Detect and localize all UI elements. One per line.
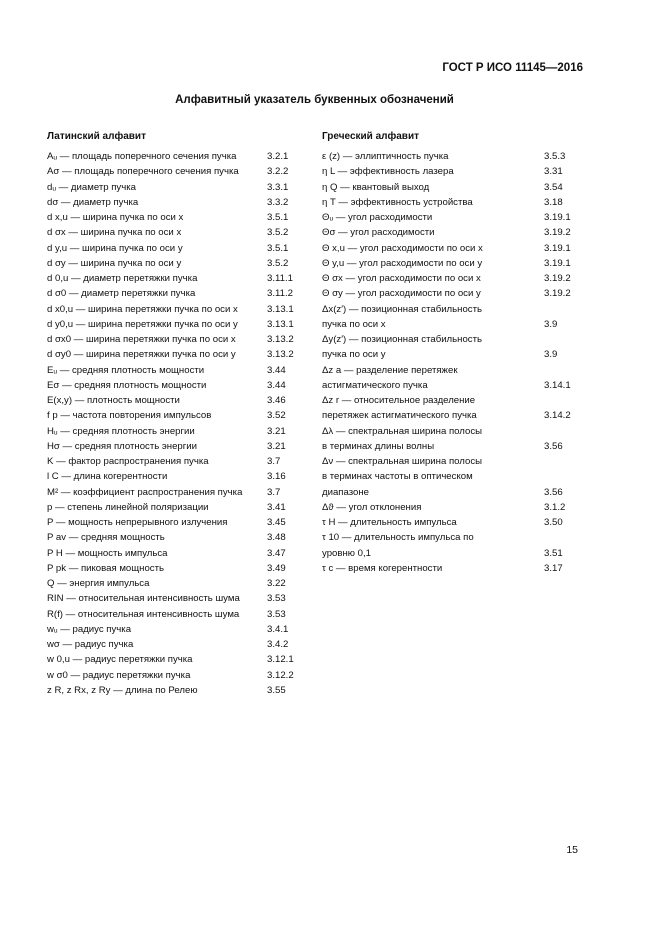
entry-text: RIN — относительная интенсивность шума (47, 593, 240, 605)
entry-reference: 3.52 (267, 410, 286, 422)
index-entry (322, 317, 582, 332)
index-entry (47, 576, 307, 591)
entry-reference: 3.2.1 (267, 151, 289, 162)
index-entry (322, 241, 582, 256)
entry-text: Δz a — разделение перетяжек (322, 364, 458, 376)
entry-reference: 3.19.1 (544, 257, 571, 269)
entry-text: Eσ — средняя плотность мощности (47, 379, 207, 391)
entry-text: в терминах частоты в оптическом (322, 471, 473, 483)
index-entry (47, 561, 307, 576)
entry-text: Q — энергия импульса (47, 578, 150, 589)
index-entry (322, 500, 582, 515)
index-entry (322, 271, 582, 286)
entry-text: Δx(z′) — позиционная стабильность (322, 303, 482, 315)
entry-text: p — степень линейной поляризации (47, 501, 209, 513)
index-entry (47, 500, 307, 515)
index-entry (47, 622, 307, 637)
index-entry (322, 424, 582, 439)
entry-text: Hσ — средняя плотность энергии (47, 440, 197, 452)
entry-reference: 3.19.1 (544, 212, 571, 223)
index-entry (322, 256, 582, 271)
latin-index (47, 131, 307, 698)
entry-text: τ 10 — длительность импульса по (322, 532, 474, 544)
entry-text: P H — мощность импульса (47, 547, 168, 559)
entry-text: wᵤ — радиус пучка (47, 623, 132, 635)
index-entry (47, 302, 307, 317)
index-entry (47, 591, 307, 606)
entry-reference: 3.9 (544, 318, 558, 330)
entry-reference: 3.13.1 (267, 303, 294, 315)
entry-reference: 3.14.2 (544, 410, 571, 422)
entry-reference: 3.19.2 (544, 288, 571, 300)
entry-text: η L — эффективность лазера (322, 166, 454, 178)
latin-heading: Латинский алфавит (47, 131, 146, 142)
entry-text: w 0,u — радиус перетяжки пучка (47, 654, 193, 666)
entry-text: d σx0 — ширина перетяжки пучка по оси x (47, 334, 236, 345)
entry-text: d σx — ширина пучка по оси x (47, 227, 182, 239)
index-entry (47, 210, 307, 225)
entry-reference: 3.56 (544, 440, 563, 452)
entry-text: P — мощность непрерывного излучения (47, 517, 228, 528)
entry-reference: 3.55 (267, 684, 286, 696)
entry-text: K — фактор распространения пучка (47, 456, 209, 467)
entry-reference: 3.54 (544, 181, 563, 193)
entry-text: Δz r — относительное разделение (322, 395, 476, 406)
entry-text: η T — эффективность устройства (322, 196, 473, 208)
entry-reference: 3.53 (267, 608, 286, 620)
entry-text: пучка по оси y (322, 349, 386, 361)
entry-text: wσ — радиус пучка (47, 639, 134, 650)
entry-text: Θ σy — угол расходимости по оси y (322, 288, 481, 300)
entry-reference: 3.21 (267, 440, 286, 452)
entry-text: ε (z) — эллиптичность пучка (322, 151, 449, 162)
entry-reference: 3.13.2 (267, 349, 294, 361)
entry-reference: 3.17 (544, 562, 563, 574)
entry-text: Hᵤ — средняя плотность энергии (47, 425, 195, 437)
index-entry (47, 332, 307, 347)
index-entry (47, 241, 307, 256)
entry-text: d y0,u — ширина перетяжки пучка по оси y (47, 318, 238, 330)
entry-reference: 3.13.2 (267, 334, 294, 345)
index-entry (322, 180, 582, 195)
entry-text: d σ0 — диаметр перетяжки пучка (47, 288, 196, 300)
index-entry (322, 393, 582, 408)
index-entry (322, 195, 582, 210)
entry-reference: 3.46 (267, 395, 286, 406)
entry-reference: 3.31 (544, 166, 563, 178)
entry-reference: 3.19.2 (544, 227, 571, 239)
index-entry (322, 302, 582, 317)
index-entry (322, 530, 582, 545)
entry-text: Θ y,u — угол расходимости по оси y (322, 257, 483, 269)
entry-text: уровню 0,1 (322, 547, 371, 559)
entry-text: астигматического пучка (322, 379, 428, 391)
index-entry (47, 637, 307, 652)
entry-reference: 3.19.1 (544, 242, 571, 254)
entry-reference: 3.44 (267, 364, 286, 376)
entry-reference: 3.4.1 (267, 623, 289, 635)
index-entry (47, 607, 307, 622)
greek-index (322, 131, 582, 576)
entry-text: E(x,y) — плотность мощности (47, 395, 180, 406)
entry-reference: 3.11.1 (267, 273, 293, 284)
entry-text: в терминах длины волны (322, 440, 435, 452)
index-entry (322, 363, 582, 378)
entry-text: Aσ — площадь поперечного сечения пучка (47, 166, 239, 178)
index-entry (47, 271, 307, 286)
index-entry (47, 378, 307, 393)
index-entry (47, 439, 307, 454)
entry-reference: 3.22 (267, 578, 286, 589)
standard-designation: ГОСТ Р ИСО 11145—2016 (442, 62, 583, 74)
entry-reference: 3.13.1 (267, 318, 294, 330)
entry-reference: 3.18 (544, 196, 563, 208)
entry-text: d y,u — ширина пучка по оси y (47, 242, 183, 254)
index-entry (322, 561, 582, 576)
entry-text: Δν — спектральная ширина полосы (322, 456, 483, 467)
index-entry (47, 149, 307, 164)
index-entry (322, 485, 582, 500)
entry-text: Δϑ — угол отклонения (322, 501, 422, 513)
index-entry (322, 546, 582, 561)
index-entry (322, 347, 582, 362)
index-entry (322, 454, 582, 469)
index-entry (47, 668, 307, 683)
entry-reference: 3.5.2 (267, 227, 289, 239)
entry-text: η Q — квантовый выход (322, 181, 430, 193)
entry-text: d σy0 — ширина перетяжки пучка по оси y (47, 349, 236, 361)
entry-reference: 3.51 (544, 547, 563, 559)
entry-text: w σ0 — радиус перетяжки пучка (47, 669, 191, 681)
index-entry (47, 180, 307, 195)
entry-reference: 3.11.2 (267, 288, 293, 300)
entry-reference: 3.1.2 (544, 501, 566, 513)
entry-text: Δy(z′) — позиционная стабильность (322, 334, 482, 345)
entry-reference: 3.21 (267, 425, 286, 437)
index-entry (322, 378, 582, 393)
index-entry (47, 347, 307, 362)
entry-text: τ H — длительность импульса (322, 517, 457, 528)
entry-text: диапазоне (322, 486, 369, 498)
index-entry (47, 164, 307, 179)
index-entry (47, 652, 307, 667)
index-entry (47, 530, 307, 545)
entry-reference: 3.5.1 (267, 212, 289, 223)
entry-text: d σy — ширина пучка по оси y (47, 257, 182, 269)
index-entry (47, 256, 307, 271)
entry-text: l C — длина когерентности (47, 471, 168, 483)
entry-reference: 3.49 (267, 562, 286, 574)
page-title: Алфавитный указатель буквенных обозначений (175, 94, 454, 106)
entry-text: Aᵤ — площадь поперечного сечения пучка (47, 151, 237, 162)
entry-reference: 3.19.2 (544, 273, 571, 284)
entry-text: пучка по оси x (322, 318, 386, 330)
index-entry (47, 485, 307, 500)
entry-reference: 3.14.1 (544, 379, 571, 391)
index-entry (47, 454, 307, 469)
index-entry (322, 149, 582, 164)
entry-text: z R, z Rx, z Ry — длина по Релею (47, 684, 198, 696)
index-entry (47, 683, 307, 698)
entry-reference: 3.5.3 (544, 151, 566, 162)
page-number: 15 (566, 844, 578, 856)
greek-heading: Греческий алфавит (322, 131, 420, 142)
entry-reference: 3.3.2 (267, 196, 289, 208)
index-entry (47, 546, 307, 561)
entry-reference: 3.12.1 (267, 654, 294, 666)
entry-reference: 3.44 (267, 379, 286, 391)
entry-reference: 3.16 (267, 471, 286, 483)
index-entry (322, 225, 582, 240)
entry-reference: 3.2.2 (267, 166, 289, 178)
index-entry (47, 424, 307, 439)
entry-text: Δλ — спектральная ширина полосы (322, 425, 483, 437)
entry-text: R(f) — относительная интенсивность шума (47, 608, 240, 620)
index-entry (322, 286, 582, 301)
index-entry (322, 439, 582, 454)
index-entry (47, 363, 307, 378)
entry-text: d x0,u — ширина перетяжки пучка по оси x (47, 303, 238, 315)
entry-text: Θσ — угол расходимости (322, 227, 435, 239)
index-entry (322, 515, 582, 530)
index-entry (47, 225, 307, 240)
entry-reference: 3.7 (267, 486, 281, 498)
entry-text: Θᵤ — угол расходимости (322, 212, 433, 223)
index-entry (322, 210, 582, 225)
entry-text: f p — частота повторения импульсов (47, 410, 212, 422)
entry-text: d 0,u — диаметр перетяжки пучка (47, 273, 198, 284)
index-entry (322, 469, 582, 484)
index-entry (47, 286, 307, 301)
entry-reference: 3.45 (267, 517, 286, 528)
index-entry (322, 408, 582, 423)
index-entry (47, 317, 307, 332)
entry-reference: 3.48 (267, 532, 286, 544)
entry-text: Θ σx — угол расходимости по оси x (322, 273, 481, 284)
entry-reference: 3.47 (267, 547, 286, 559)
entry-reference: 3.7 (267, 456, 281, 467)
entry-text: Eᵤ — средняя плотность мощности (47, 364, 205, 376)
entry-text: перетяжек астигматического пучка (322, 410, 477, 422)
entry-text: Θ x,u — угол расходимости по оси x (322, 242, 483, 254)
entry-reference: 3.4.2 (267, 639, 289, 650)
index-entry (47, 515, 307, 530)
entry-text: dσ — диаметр пучка (47, 196, 139, 208)
index-entry (47, 195, 307, 210)
index-entry (47, 393, 307, 408)
index-entry (47, 469, 307, 484)
entry-reference: 3.56 (544, 486, 563, 498)
entry-text: M² — коэффициент распространения пучка (47, 486, 243, 498)
entry-text: P pk — пиковая мощность (47, 562, 164, 574)
entry-reference: 3.53 (267, 593, 286, 605)
entry-reference: 3.5.2 (267, 257, 289, 269)
entry-reference: 3.12.2 (267, 669, 294, 681)
entry-text: τ c — время когерентности (322, 562, 443, 574)
entry-reference: 3.5.1 (267, 242, 289, 254)
entry-reference: 3.3.1 (267, 181, 289, 193)
index-entry (322, 332, 582, 347)
entry-text: P av — средняя мощность (47, 532, 165, 544)
entry-text: d x,u — ширина пучка по оси x (47, 212, 184, 223)
entry-reference: 3.50 (544, 517, 563, 528)
entry-reference: 3.41 (267, 501, 286, 513)
entry-text: dᵤ — диаметр пучка (47, 181, 136, 193)
index-entry (47, 408, 307, 423)
entry-reference: 3.9 (544, 349, 558, 361)
index-entry (322, 164, 582, 179)
